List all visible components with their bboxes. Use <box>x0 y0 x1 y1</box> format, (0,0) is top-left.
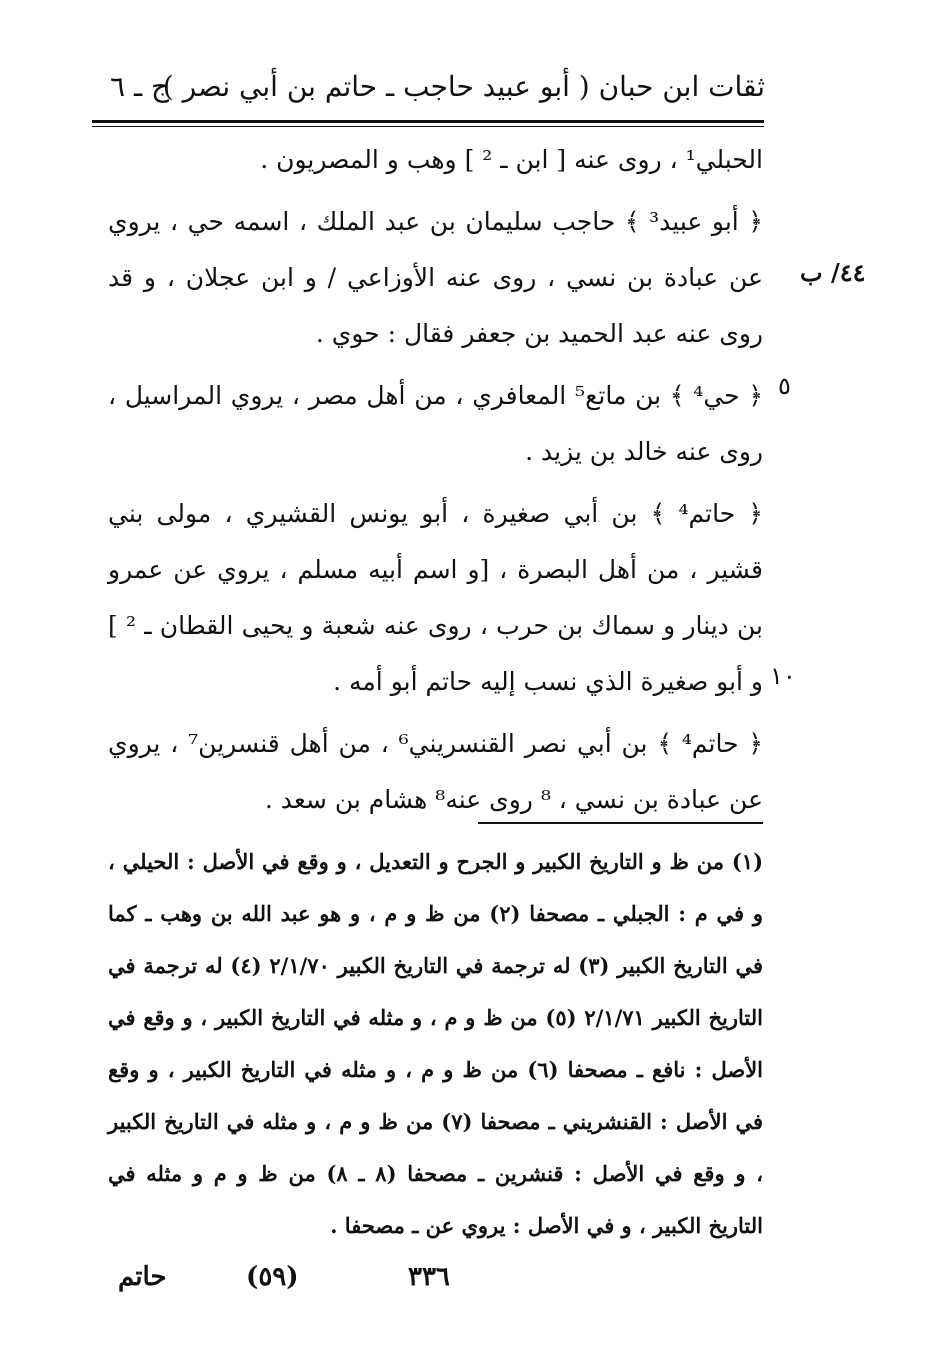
header-rule <box>92 120 764 123</box>
footnotes: (١) من ظ و التاريخ الكبير و الجرح و التعديل ، و وقع في الأصل : الحيلي ، و في م : الجبلي ـ مصحفا (٢) من ظ و م ، و هو عبد الله بن وهب ـ كما في التاريخ الكبير (٣) له ترجمة في التاريخ الكبير ٢/١/٧٠ (٤) له ترجمة في التاريخ الكبير ٢/١/٧١ (٥) من ظ و م ، و مثله في التاريخ الكبير ، و وقع في الأصل : نافع ـ مصحفا (٦) من ظ و م ، و مثله في التاريخ الكبير ، و وقع في الأصل : القنشريني ـ مصحفا (٧) من ظ و م ، و مثله في التاريخ الكبير ، و وقع في الأصل : قنشرين ـ مصحفا (٨ ـ ٨) من ظ و م و مثله في التاريخ الكبير ، و في الأصل : يروي عن ـ مصحفا . <box>108 849 764 1238</box>
page-number: ٣٣٦ <box>408 1262 450 1292</box>
paragraph: ﴿ حاتم⁴ ﴾ بن أبي صغيرة ، أبو يونس القشيري ، مولى بني قشير ، من أهل البصرة ، [و اسم أبيه مسلم ، يروي عن عمرو بن دينار و سماك بن حرب ، روى عنه شعبة و يحيى القطان ـ ² ] و أبو صغيرة الذي نسب إليه حاتم أبو أمه . <box>108 499 763 696</box>
line-number-10: ١٠ <box>770 662 796 690</box>
paragraph: ﴿ حاتم⁴ ﴾ بن أبي نصر القنسريني⁶ ، من أهل قنسرين⁷ ، يروي عن عبادة بن نسي ، ⁸ روى عنه⁸ هشام بن سعد . <box>108 729 764 814</box>
footnote-rule <box>478 822 763 824</box>
gathering-signature: (٥٩) <box>246 1262 299 1292</box>
header-rule-thin <box>92 126 764 127</box>
header-volume: ج ـ ٦ <box>110 70 170 103</box>
main-text <box>108 132 763 834</box>
header-title: ثقات ابن حبان ( أبو عبيد حاجب ـ حاتم بن أبي نصر ) <box>162 70 765 103</box>
paragraph: الحبلي¹ ، روى عنه [ ابن ـ ² ] وهب و المصريون . <box>260 145 763 174</box>
running-header <box>100 62 765 114</box>
paragraph: ﴿ حي⁴ ﴾ بن ماتع⁵ المعافري ، من أهل مصر ، يروي المراسيل ، روى عنه خالد بن يزيد . <box>108 381 764 466</box>
paragraph: ﴿ أبو عبيد³ ﴾ حاجب سليمان بن عبد الملك ، اسمه حي ، يروي عن عبادة بن نسي ، روى عنه الأوزاعي / و ابن عجلان ، و قد روى عنه عبد الحميد بن جعفر فقال : حوي . <box>108 207 763 348</box>
line-number-5: ٥ <box>778 372 791 400</box>
catchword: حاتم <box>118 1262 167 1292</box>
folio-marker: ٤٤/ ب <box>800 258 866 287</box>
